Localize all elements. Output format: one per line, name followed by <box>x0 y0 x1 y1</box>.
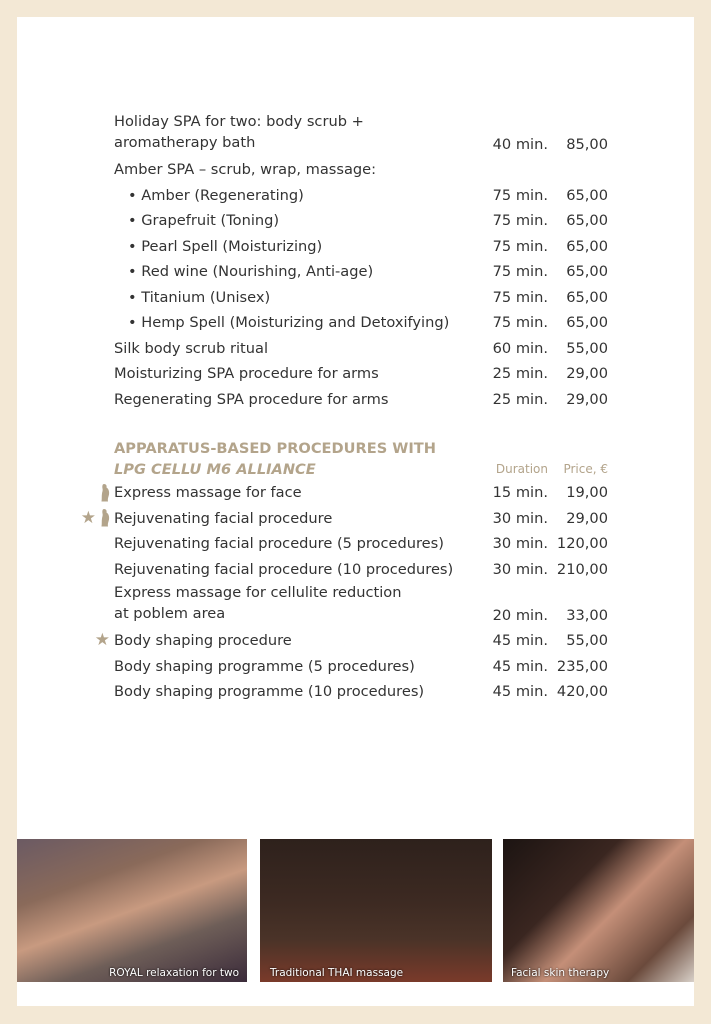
item-duration: 25 min. <box>492 390 548 408</box>
item-name: Silk body scrub ritual <box>114 339 268 357</box>
item-name: • Hemp Spell (Moisturizing and Detoxifying) <box>128 314 450 331</box>
item-name: Rejuvenating facial procedure (10 procedures) <box>114 560 454 578</box>
item-duration: 75 min. <box>492 212 548 229</box>
item-price: 55,00 <box>566 339 608 357</box>
item-name: Rejuvenating facial procedure <box>114 509 333 527</box>
item-name: • Amber (Regenerating) <box>128 186 304 204</box>
photo-caption: ROYAL relaxation for two <box>109 967 239 979</box>
item-duration: 30 min. <box>492 509 548 527</box>
photo-caption: Traditional THAI massage <box>270 967 404 979</box>
item-price: 85,00 <box>566 136 608 153</box>
item-name: Body shaping procedure <box>114 632 292 649</box>
item-duration: 30 min. <box>492 560 548 578</box>
item-price: 55,00 <box>566 632 608 649</box>
photo-facial-therapy <box>503 839 694 982</box>
item-duration: 45 min. <box>492 632 548 649</box>
item-name: • Grapefruit (Toning) <box>128 212 280 229</box>
item-price: 65,00 <box>566 186 608 204</box>
item-duration: 75 min. <box>492 237 548 255</box>
item-duration: 25 min. <box>492 365 548 382</box>
photo-thai-massage <box>260 839 492 982</box>
item-name: Amber SPA – scrub, wrap, massage: <box>114 161 377 178</box>
star-icon: ★ <box>94 630 110 650</box>
item-price: 29,00 <box>566 365 608 382</box>
item-price: 65,00 <box>566 288 608 306</box>
section-title: APPARATUS-BASED PROCEDURES WITH <box>114 440 436 457</box>
list-item <box>80 506 608 532</box>
list-item <box>114 582 608 628</box>
item-duration: 75 min. <box>492 263 548 280</box>
item-duration: 60 min. <box>492 339 548 357</box>
column-header-duration: Duration <box>495 462 548 476</box>
item-name: Express massage for cellulite reduction at poblem area <box>114 584 402 622</box>
list-item <box>114 310 608 336</box>
item-name: • Pearl Spell (Moisturizing) <box>128 237 323 255</box>
item-duration: 45 min. <box>492 657 548 675</box>
section-header <box>114 438 608 480</box>
item-name: Body shaping programme (5 procedures) <box>114 657 415 675</box>
list-item <box>114 361 608 387</box>
item-duration: 45 min. <box>492 683 548 700</box>
item-price: 19,00 <box>566 484 608 501</box>
section-subtitle: LPG CELLU M6 ALLIANCE <box>114 461 316 478</box>
list-item <box>94 628 608 654</box>
list-item <box>114 259 608 285</box>
item-name: Moisturizing SPA procedure for arms <box>114 365 379 382</box>
list-item <box>114 234 608 260</box>
list-item <box>114 480 608 506</box>
price-list <box>80 111 608 705</box>
list-item <box>114 654 608 680</box>
item-duration: 15 min. <box>492 484 548 501</box>
item-duration: 75 min. <box>492 314 548 331</box>
pregnancy-icon <box>100 509 110 527</box>
item-price: 29,00 <box>566 390 608 408</box>
item-price: 65,00 <box>566 212 608 229</box>
column-header-price: Price, € <box>563 462 608 476</box>
list-item <box>114 531 608 557</box>
item-price: 29,00 <box>566 509 608 527</box>
item-duration: 75 min. <box>492 288 548 306</box>
list-item <box>114 157 608 183</box>
item-name: • Red wine (Nourishing, Anti-age) <box>128 263 374 280</box>
photo-caption: Facial skin therapy <box>511 967 610 979</box>
photo-royal-relaxation <box>17 839 247 982</box>
item-duration: 40 min. <box>492 136 548 153</box>
item-duration: 20 min. <box>492 607 548 624</box>
star-icon: ★ <box>80 507 96 528</box>
item-name: Holiday SPA for two: body scrub + aromatherapy bath <box>114 113 364 151</box>
list-item <box>114 111 608 157</box>
list-item <box>114 557 608 583</box>
item-name: Rejuvenating facial procedure (5 procedures) <box>114 535 444 552</box>
item-price: 65,00 <box>566 314 608 331</box>
item-name: Regenerating SPA procedure for arms <box>114 390 389 408</box>
list-item <box>114 387 608 413</box>
pregnancy-icon <box>100 484 110 502</box>
item-price: 65,00 <box>566 237 608 255</box>
list-item <box>114 183 608 209</box>
list-item <box>114 336 608 362</box>
item-price: 65,00 <box>566 263 608 280</box>
item-duration: 75 min. <box>492 186 548 204</box>
item-name: Body shaping programme (10 procedures) <box>114 683 425 700</box>
item-price: 210,00 <box>556 560 608 578</box>
list-item <box>114 285 608 311</box>
item-duration: 30 min. <box>492 535 548 552</box>
item-price: 420,00 <box>556 683 608 700</box>
list-item <box>114 208 608 234</box>
item-name: • Titanium (Unisex) <box>128 288 271 306</box>
item-price: 120,00 <box>556 535 608 552</box>
item-price: 33,00 <box>566 607 608 624</box>
item-price: 235,00 <box>556 657 608 675</box>
list-item <box>114 679 608 705</box>
item-name: Express massage for face <box>114 484 302 501</box>
